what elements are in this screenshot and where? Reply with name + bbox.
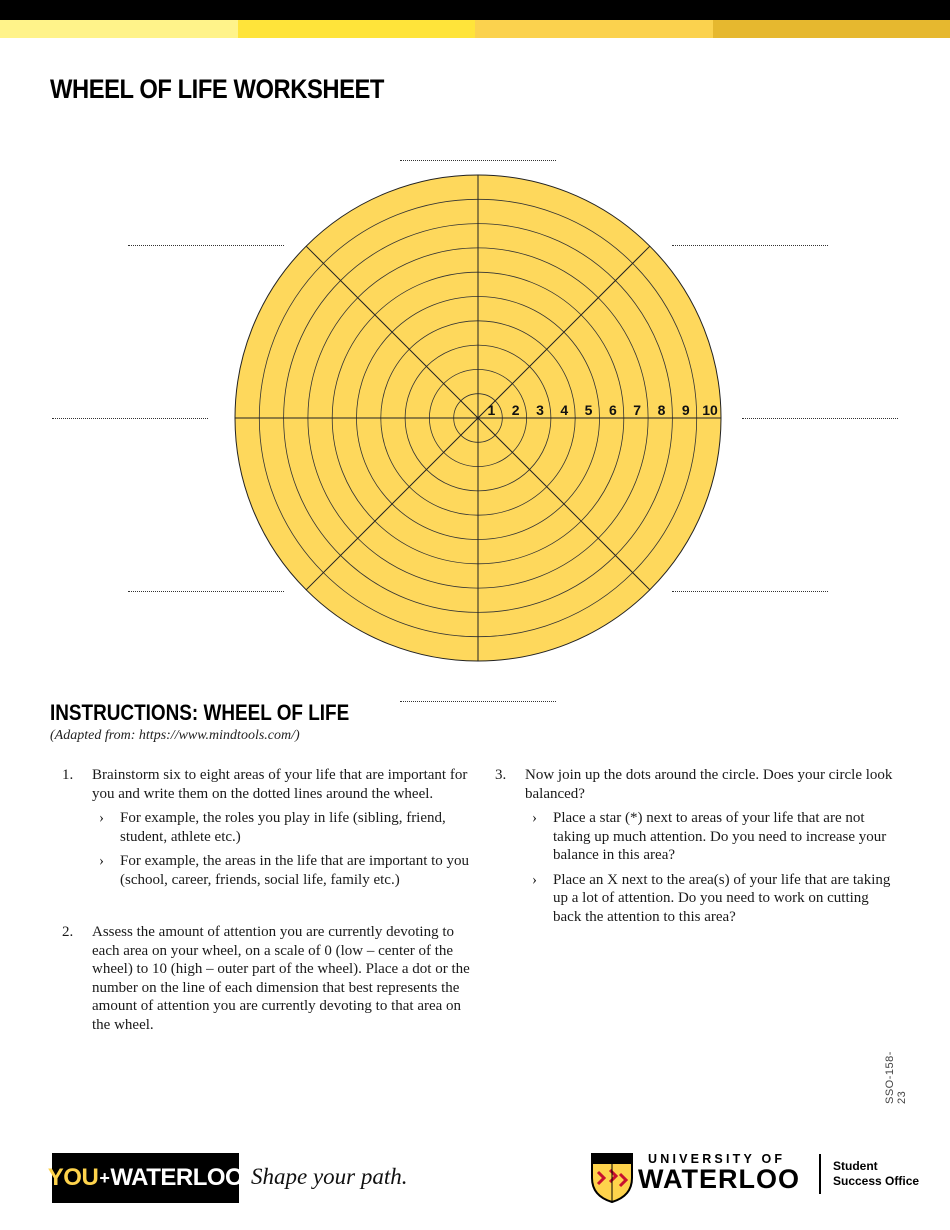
you-waterloo-logo [47, 1153, 244, 1203]
logo-divider [819, 1154, 821, 1194]
chevron-right-icon: › [532, 810, 537, 826]
sub-item [525, 871, 895, 927]
instruction-item-1 [62, 766, 472, 889]
sub-item-text: For example, the roles you play in life (sibling, friend, student, athlete etc.) [120, 810, 446, 845]
chevron-right-icon: › [532, 871, 537, 888]
instructions-source: (Adapted from: https://www.mindtools.com/) [50, 728, 300, 743]
university-of-text: UNIVERSITY OF [648, 1152, 786, 1166]
tagline: Shape your path. [251, 1164, 408, 1189]
instructions-column-left [62, 766, 472, 1060]
student-success-office-label [833, 1159, 919, 1189]
sub-item-text: Place an X next to the area(s) of your life that are taking up a lot of attention. Do you need to work on cutting back the attention to this area? [553, 871, 891, 925]
item-text: Now join up the dots around the circle. Does your circle look balanced? [525, 767, 893, 802]
sub-item [525, 809, 895, 865]
scale-label-4: 4 [560, 402, 569, 418]
document-code: SSO-158-23 [884, 1051, 908, 1104]
logo-plus-text: + [99, 1167, 110, 1188]
university-crest-icon [590, 1152, 634, 1204]
sso-line-1: Student [833, 1159, 878, 1173]
scale-label-9: 9 [681, 402, 690, 418]
sso-line-2: Success Office [833, 1174, 920, 1188]
scale-label-2: 2 [511, 402, 520, 418]
instructions-title: INSTRUCTIONS: WHEEL OF LIFE [50, 700, 350, 725]
instructions-column-right [495, 766, 895, 952]
instruction-item-2 [62, 923, 472, 1034]
item-number: 1. [62, 767, 74, 783]
instruction-item-3 [495, 766, 895, 926]
chevron-right-icon: › [99, 810, 104, 826]
sub-item [92, 809, 472, 846]
item-number: 3. [495, 767, 507, 783]
scale-label-8: 8 [657, 402, 666, 418]
scale-label-7: 7 [633, 402, 642, 418]
item-number: 2. [62, 924, 74, 940]
scale-label-6: 6 [608, 402, 617, 418]
chevron-right-icon: › [99, 853, 104, 869]
page-title: WHEEL OF LIFE WORKSHEET [50, 74, 384, 104]
sub-item-text: Place a star (*) next to areas of your life that are not taking up much attention. Do you need to increase your balance in this area? [553, 810, 887, 863]
scale-label-10: 10 [702, 402, 718, 418]
scale-label-1: 1 [487, 402, 496, 418]
item-text: Assess the amount of attention you are currently devoting to each area on your wheel, on a scale of 0 (low – center of the wheel) to 10 (high – outer part of the wheel). Place a dot or the number on the line of each dimension that best represents the amount of attention you are currently devoting to that area on the wheel. [92, 924, 470, 1033]
waterloo-wordmark: WATERLOO [638, 1164, 800, 1194]
sub-item [92, 852, 472, 889]
item-text: Brainstorm six to eight areas of your life that are important for you and write them on the dotted lines around the wheel. [92, 767, 468, 802]
scale-label-5: 5 [584, 402, 593, 418]
logo-you-text: YOU [47, 1164, 99, 1191]
sub-item-text: For example, the areas in the life that are important to you (school, career, friends, social life, family etc.) [120, 853, 470, 888]
scale-label-3: 3 [536, 402, 544, 418]
logo-waterloo-text: WATERLOO [110, 1164, 244, 1191]
